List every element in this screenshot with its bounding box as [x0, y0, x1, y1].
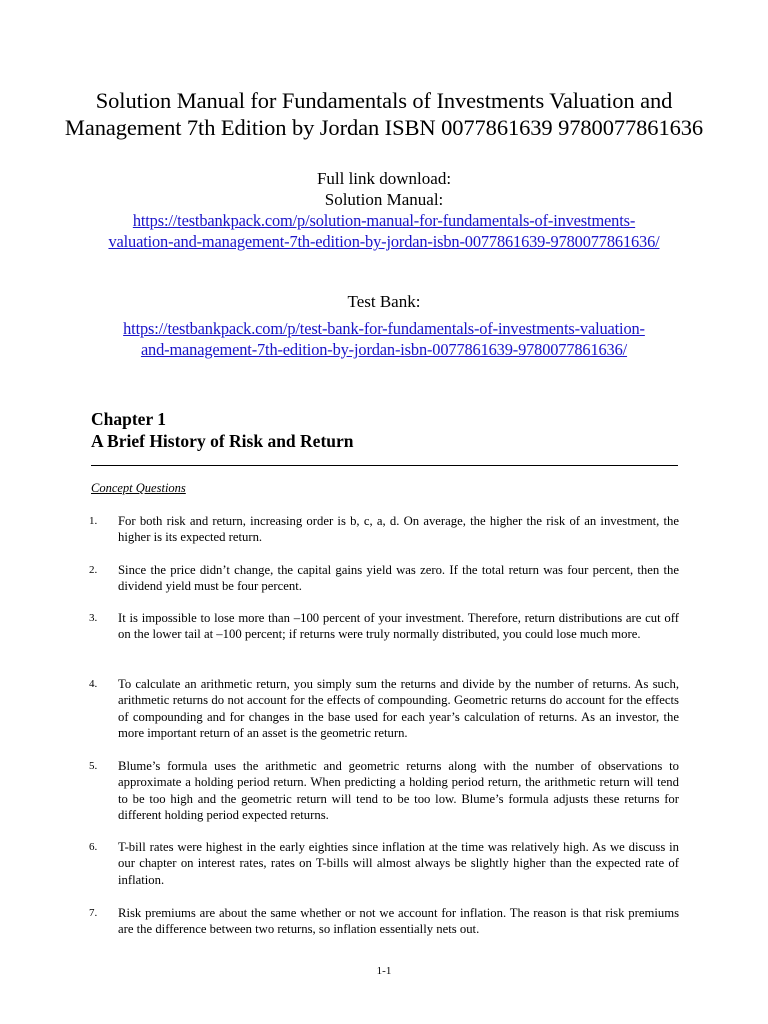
list-item-text: T-bill rates were highest in the early eighties since inflation at the time was relatively high. As we discuss in our chapter on interest rates, rates on T-bills will almost always be slightly higher than the expected rate of inflation.: [118, 840, 679, 887]
test-bank-label: Test Bank:: [347, 292, 421, 311]
list-item: [91, 758, 679, 823]
list-item-number: 1.: [89, 515, 98, 527]
list-item: [91, 513, 679, 546]
list-item-text: Risk premiums are about the same whether or not we account for inflation. The reason is that risk premiums are the difference between two returns, so inflation essentially nets out.: [118, 906, 679, 937]
list-item: [91, 676, 679, 741]
list-item-text: Since the price didn’t change, the capital gains yield was zero. If the total return was four percent, then the dividend yield must be four percent.: [118, 563, 679, 594]
chapter-number: Chapter 1: [91, 409, 167, 429]
full-link-label: Full link download:: [316, 169, 452, 188]
list-item-number: 2.: [89, 564, 98, 576]
list-item-text: It is impossible to lose more than –100 percent of your investment. Therefore, return distributions are cut off on the lower tail at –100 percent; if returns were truly normally distributed, you could lose much more.: [118, 611, 679, 642]
solution-manual-label: Solution Manual:: [324, 190, 444, 209]
list-item-text: To calculate an arithmetic return, you simply sum the returns and divide by the number of returns. As such, arithmetic returns do not account for the effects of compounding. Geometric returns do account for the effects of compounding and for changes in the base used for each year’s calculation of returns. As an investor, the more important return of an asset is the geometric return.: [118, 677, 679, 740]
chapter-divider: [91, 465, 678, 466]
document-title: Solution Manual for Fundamentals of Investments Valuation and Management 7th Edition by Jordan ISBN 0077861639 9780077861636: [64, 88, 704, 140]
section-heading: Concept Questions: [91, 481, 186, 495]
list-item-text: For both risk and return, increasing order is b, c, a, d. On average, the higher the risk of an investment, the higher is its expected return.: [118, 514, 679, 545]
list-item: [91, 562, 679, 595]
chapter-title: A Brief History of Risk and Return: [91, 431, 354, 451]
list-item: [91, 610, 679, 643]
list-item-text: Blume’s formula uses the arithmetic and geometric returns along with the number of observations to approximate a holding period return. When predicting a holding period return, the arithmetic return will tend to be too high and the geometric return will tend to be too low. Blume’s formula adjusts these returns for different holding period expected returns.: [118, 759, 679, 822]
list-item-number: 7.: [89, 907, 98, 919]
list-item: [91, 905, 679, 938]
test-bank-link-line2[interactable]: and-management-7th-edition-by-jordan-isbn-0077861639-9780077861636/: [140, 340, 628, 359]
solution-manual-link-line2[interactable]: valuation-and-management-7th-edition-by-jordan-isbn-0077861639-9780077861636/: [108, 232, 660, 251]
test-bank-link-line1[interactable]: https://testbankpack.com/p/test-bank-for-fundamentals-of-investments-valuation-: [123, 319, 645, 338]
list-item: [91, 839, 679, 888]
list-item-number: 6.: [89, 841, 98, 853]
list-item-number: 5.: [89, 760, 98, 772]
list-item-number: 3.: [89, 612, 98, 624]
page-number: 1-1: [376, 965, 392, 977]
list-item-number: 4.: [89, 678, 98, 690]
solution-manual-link-line1[interactable]: https://testbankpack.com/p/solution-manual-for-fundamentals-of-investments-: [132, 211, 636, 230]
